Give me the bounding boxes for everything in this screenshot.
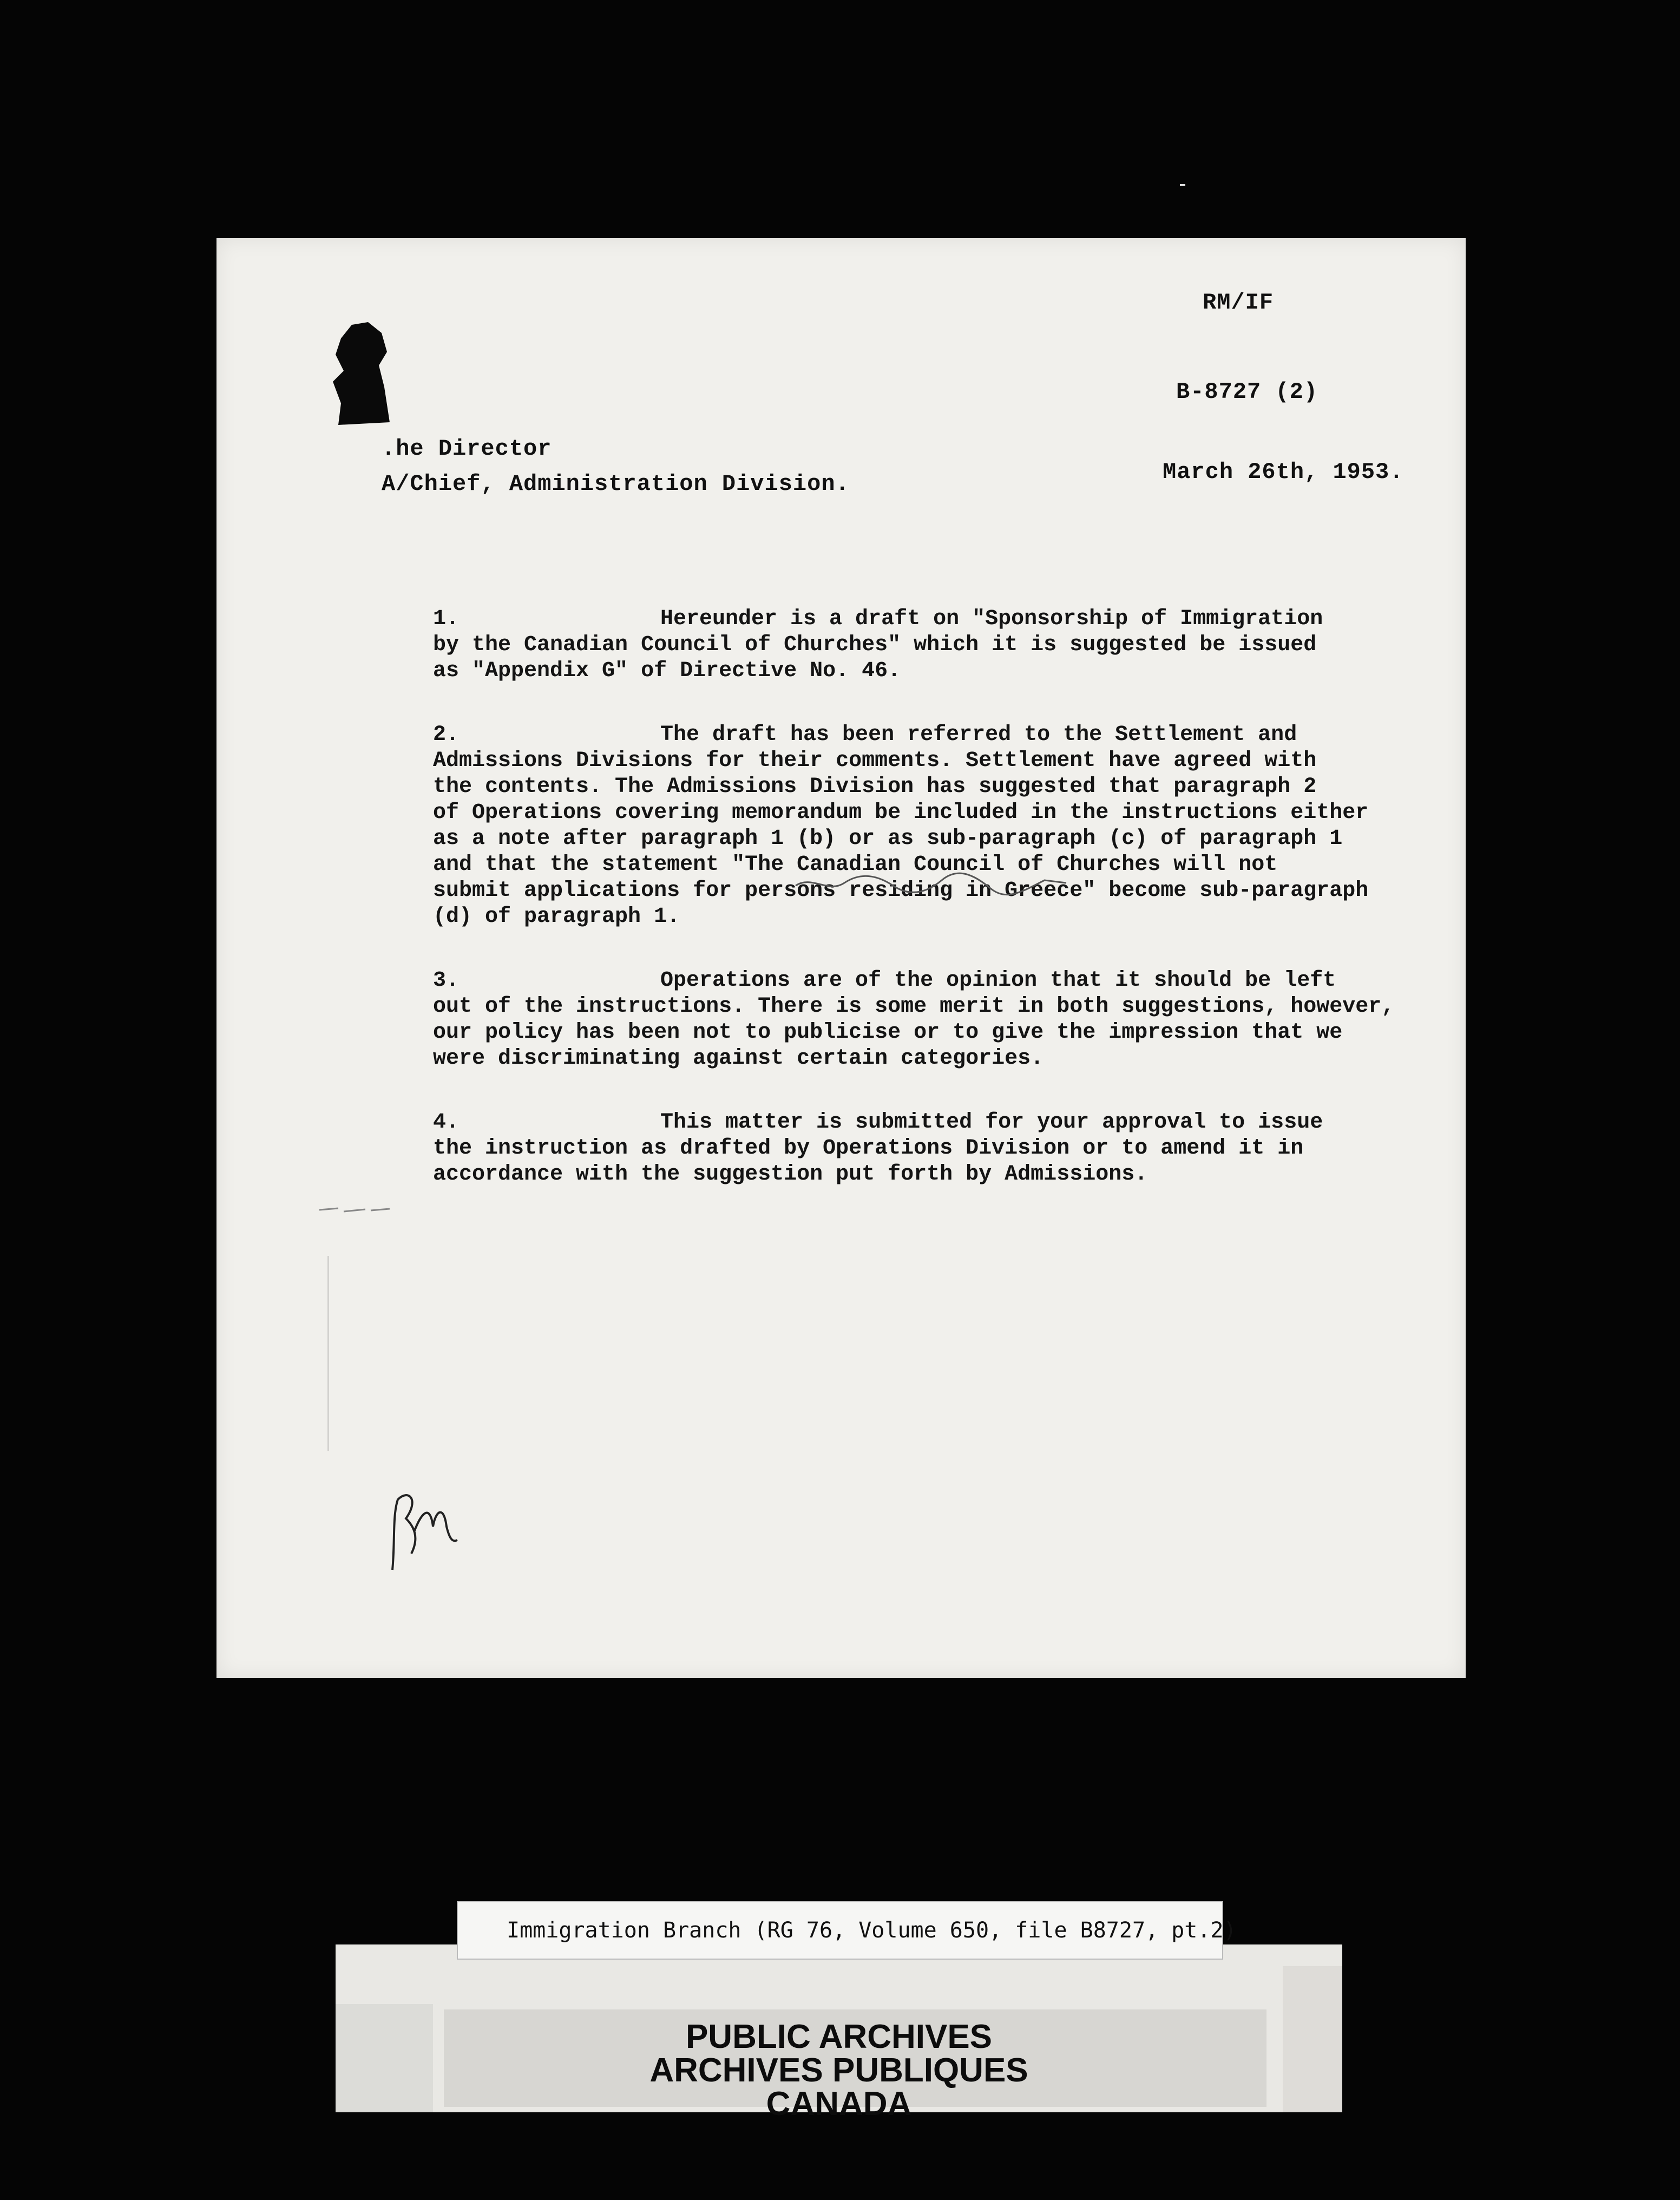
margin-line — [327, 1256, 329, 1451]
paragraph-line: submit applications for persons residing in Greece" become sub-paragraph — [433, 879, 1369, 903]
paragraph-line: accordance with the suggestion put forth by Admissions. — [433, 1162, 1148, 1187]
paragraph-line: Operations are of the opinion that it should be left — [660, 968, 1336, 993]
paragraph-line: of Operations covering memorandum be included in the instructions either — [433, 801, 1369, 825]
edge-tick — [1180, 184, 1185, 186]
paragraph-line: as "Appendix G" of Directive No. 46. — [433, 659, 901, 683]
archive-stamp-strip — [336, 1944, 1342, 2123]
paragraph-1 — [433, 606, 1407, 684]
paragraph-number: 3. — [433, 968, 460, 993]
file-reference: B-8727 (2) — [1176, 379, 1318, 405]
margin-pencil-mark — [317, 1202, 392, 1218]
sender-line: A/Chief, Administration Division. — [382, 471, 850, 497]
paragraph-line: Admissions Divisions for their comments. Settlement have agreed with — [433, 749, 1317, 773]
handwritten-initials — [382, 1478, 463, 1575]
stamp-line: ARCHIVES PUBLIQUES — [649, 2052, 1028, 2089]
reference-code: RM/IF — [1203, 290, 1274, 316]
document-page — [216, 238, 1466, 1678]
paragraph-line: the contents. The Admissions Division has suggested that paragraph 2 — [433, 775, 1317, 799]
paragraph-line: our policy has been not to publicise or to give the impression that we — [433, 1020, 1343, 1045]
paragraph-line: Hereunder is a draft on "Sponsorship of Immigration — [660, 607, 1323, 631]
paragraph-line: the instruction as drafted by Operations Division or to amend it in — [433, 1136, 1304, 1161]
paragraph-line: (d) of paragraph 1. — [433, 905, 680, 929]
paragraph-number: 4. — [433, 1110, 460, 1135]
paragraph-line: and that the statement "The Canadian Council of Churches will not — [433, 853, 1278, 877]
paragraph-3 — [433, 968, 1407, 1072]
paragraph-number: 2. — [433, 723, 460, 747]
memo-body — [433, 606, 1407, 1226]
stamp-line: CANADA — [766, 2085, 912, 2123]
ink-blot-mark — [330, 322, 390, 425]
paragraph-line: The draft has been referred to the Settlement and — [660, 723, 1297, 747]
archive-stamp — [336, 2020, 1342, 2121]
paragraph-line: were discriminating against certain categories. — [433, 1046, 1044, 1071]
paragraph-line: out of the instructions. There is some merit in both suggestions, however, — [433, 994, 1395, 1019]
archive-citation-label: Immigration Branch (RG 76, Volume 650, file B8727, pt.2) — [457, 1901, 1223, 1960]
paragraph-line: as a note after paragraph 1 (b) or as sub-paragraph (c) of paragraph 1 — [433, 827, 1343, 851]
paragraph-4 — [433, 1110, 1407, 1188]
memo-date: March 26th, 1953. — [1163, 459, 1404, 485]
paragraph-line: This matter is submitted for your approval to issue — [660, 1110, 1323, 1135]
stamp-line: PUBLIC ARCHIVES — [685, 2018, 993, 2055]
paragraph-number: 1. — [433, 607, 460, 631]
paragraph-line: by the Canadian Council of Churches" which it is suggested be issued — [433, 633, 1317, 657]
handwritten-annotation — [790, 864, 1072, 902]
recipient-line: .he Director — [382, 436, 552, 462]
